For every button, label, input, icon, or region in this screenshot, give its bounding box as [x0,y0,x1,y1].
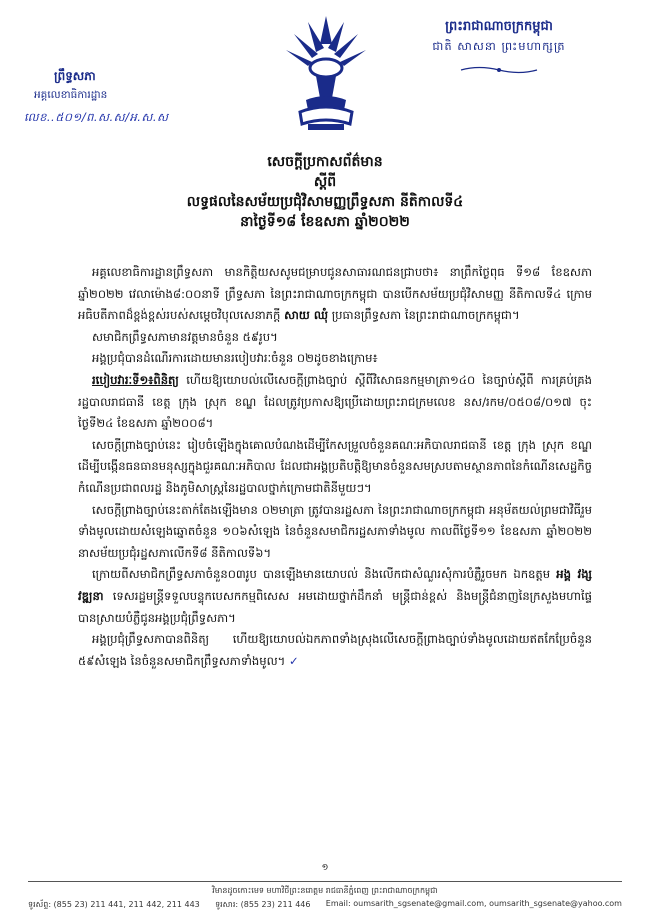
document-title-block [0,152,650,232]
president-name: សាយ ឈុំ [284,308,329,323]
paragraph-intro-end: ប្រធានព្រឹទ្ធសភា នៃព្រះរាជាណាចក្រកម្ពុជា។ [331,308,520,323]
minister-name: អង្គ វង្ស វឌ្ឍនា [78,567,593,603]
title-subject: លទ្ធផលនៃសម័យប្រជុំវិសាមញ្ញព្រឹទ្ធសភា នីតិកាលទី៤ [186,194,464,210]
title-regarding: ស្តីពី [313,174,337,190]
title-date: នាថ្ងៃទី១៨ ខែឧសភា ឆ្នាំ២០២២ [240,214,410,230]
title-press-release: សេចក្តីប្រកាសព័ត៌មាន [267,154,383,170]
paragraph-assembly-vote: សេចក្តីព្រាងច្បាប់នេះតាក់តែងឡើងមាន ០២មាត្រា ត្រូវបានរដ្ឋសភា នៃព្រះរាជាណាចក្រកម្ពុជា អនុម័តយល់ព្រមជាវិធីរួមទាំងមូលដោយសំឡេងឆ្នោតចំនួន ១០៦សំឡេង នៃចំនួនសមាជិករដ្ឋសភាទាំងមូល កាលពីថ្ងៃទី១១ ខែឧសភា ឆ្នាំ២០២២ នាសម័យប្រជុំរដ្ឋសភាលើកទី៨ នីតិកាលទី៦។ [78,502,592,560]
national-motto: ជាតិ សាសនា ព្រះមហាក្សត្រ [432,39,566,53]
document-body [78,262,592,672]
paragraph-agenda-count: អង្គប្រជុំបានដំណើរការដោយមានរបៀបវារៈចំនួន ០២ដូចខាងក្រោម៖ [92,351,378,366]
paragraph-discussion [78,564,592,629]
secretariat-label: អគ្គលេខាធិការដ្ឋាន [34,89,108,101]
kingdom-header [404,18,594,79]
page-footer [28,881,622,911]
ornament-divider-icon [404,60,594,79]
senate-label: ព្រឹទ្ធសភា [54,69,96,83]
agenda-1-heading: របៀបវារៈទី១៖ពិនិត្យ [92,372,179,387]
paragraph-discussion-text: ក្រោយពីសមាជិកព្រឹទ្ធសភាចំនួន០៣រូប បានឡើងមានយោបល់ និងលើកជាសំណួរសុំការបំភ្លឺរួចមក ឯកឧត្តម [92,567,551,582]
agenda-1-text: ហើយឱ្យយោបល់លើសេចក្តីព្រាងច្បាប់ ស្តីពីវិសោធនកម្មមាត្រា១៤០ នៃច្បាប់ស្តីពី ការគ្រប់គ្រងរដ្ឋបាលរាជធានី ខេត្ត ក្រុង ស្រុក ខណ្ឌ ដែលត្រូវប្រកាសឱ្យប្រើដោយព្រះរាជក្រមលេខ នស/រកម/០៥០៨/០១៧ ចុះថ្ងៃទី២៤ ខែឧសភា ឆ្នាំ២០០៨។ [78,372,592,431]
page-number: ១ [321,863,329,873]
paragraph-senate-vote [78,629,592,672]
paragraph-discussion-end: ទេសរដ្ឋមន្ត្រីទទួលបន្ទុកបេសកកម្មពិសេស អមដោយថ្នាក់ដឹកនាំ មន្ត្រីជាន់ខ្ពស់ និងមន្ត្រីជំនាញនៃក្រសួងមហាផ្ទៃ បានស្រាយបំភ្លឺជូនអង្គប្រជុំព្រឹទ្ធសភា។ [78,588,593,625]
reference-number: លេខ..៥០១/ព.ស.ស/អ.ស.ស [24,110,169,124]
senate-emblem-icon [278,14,374,134]
paragraph-attendance: សមាជិកព្រឹទ្ធសភាមានវត្តមានចំនួន ៥៩រូប។ [92,329,278,344]
kingdom-title: ព្រះរាជាណាចក្រកម្ពុជា [445,19,553,34]
issuing-office [24,68,224,127]
footer-contacts [28,899,622,911]
footer-fax: ទូរសារ: (855 23) 211 446 [215,900,311,909]
checkmark-icon: ✓ [288,653,299,668]
paragraph-intro-text: អគ្គលេខាធិការដ្ឋានព្រឹទ្ធសភា មានកិត្តិយសសូមជម្រាបជូនសាធារណជនជ្រាបថា៖ នាព្រឹកថ្ងៃពុធ ទី១៨ ខែឧសភា ឆ្នាំ២០២២ វេលាម៉ោង៨:០០នាទី ព្រឹទ្ធសភា នៃព្រះរាជាណាចក្រកម្ពុជា បានបើកសម័យប្រជុំវិសាមញ្ញ នីតិកាលទី៤ ក្រោមអធិបតីភាពដ៏ខ្ពង់ខ្ពស់របស់សម្តេចវិបុលសេនាភក្តី [78,265,592,323]
footer-phone: ទូរស័ព្ទ: (855 23) 211 441, 211 442, 211 443 [28,900,200,909]
paragraph-intro [78,262,592,327]
paragraph-senate-vote-text: អង្គប្រជុំព្រឹទ្ធសភាបានពិនិត្យ ហើយឱ្យយោបល់ឯកភាពទាំងស្រុងលើសេចក្តីព្រាងច្បាប់ទាំងមូលដោយឥតកែប្រែចំនួន ៥៩សំឡេង នៃចំនួនសមាជិកព្រឹទ្ធសភាទាំងមូល។ [78,632,592,668]
paragraph-law-purpose: សេចក្តីព្រាងច្បាប់នេះ រៀបចំឡើងក្នុងគោលបំណងដើម្បីកែសម្រួលចំនួនគណៈអភិបាលរាជធានី ខេត្ត ក្រុង ស្រុក ខណ្ឌ ដើម្បីបង្កើនធនធានមនុស្សក្នុងជួរគណៈអភិបាល ដែលជាអង្គប្រតិបត្តិឱ្យមានចំនួនសមស្របតាមស្ថានភាពនៃកំណើនសេដ្ឋកិច្ច កំណើនប្រជាពលរដ្ឋ និងភូមិសាស្ត្រនៃរដ្ឋបាលថ្នាក់ក្រោមជាតិនីមួយៗ។ [78,437,592,495]
footer-email: Email: oumsarith_sgsenate@gmail.com, oumsarith_sgsenate@yahoo.com [325,899,622,908]
footer-address: វិមានដូចកោះមេទ មហាវិថីព្រះនរោត្តម រាជធានីភ្នំពេញ ព្រះរាជាណាចក្រកម្ពុជា [212,886,438,895]
paragraph-agenda-1 [78,370,592,435]
footer-divider [28,881,622,882]
